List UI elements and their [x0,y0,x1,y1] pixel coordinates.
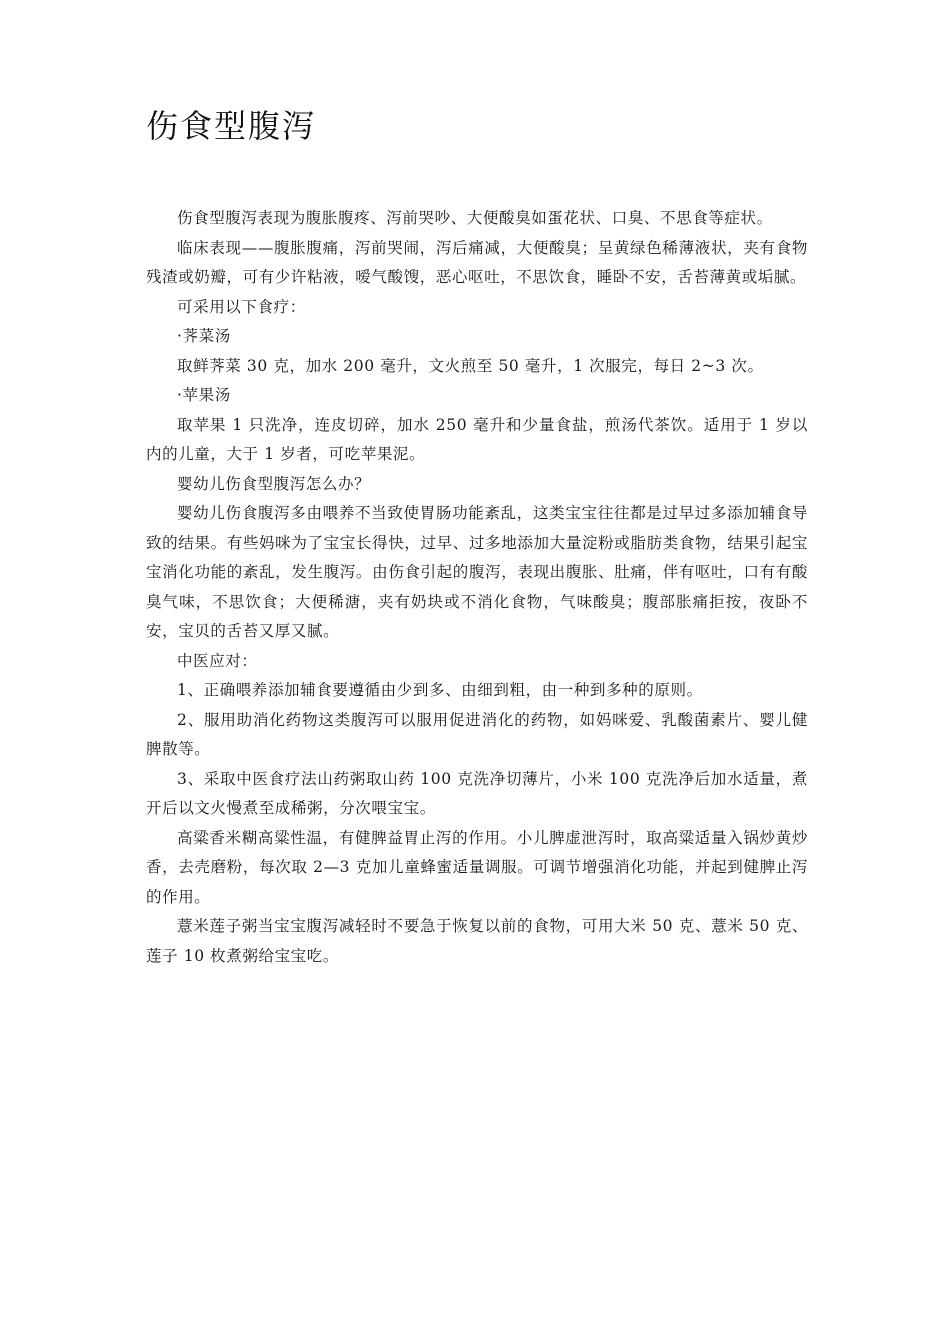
paragraph-clinical: 临床表现——腹胀腹痛，泻前哭闹，泻后痛减，大便酸臭；呈黄绿色稀薄液状，夹有食物残渣或奶瓣，可有少许粘液，嗳气酸馊，恶心呕吐，不思饮食，睡卧不安，舌苔薄黄或垢腻。 [146,238,808,286]
paragraph-diet-heading: 可采用以下食疗： [177,297,306,316]
paragraph-recipe-1-body: 取鲜荠菜 30 克，加水 200 毫升，文火煎至 50 毫升，1 次服完，每日 2~3 次。 [177,356,764,375]
paragraph-tcm-item-2: 2、服用助消化药物这类腹泻可以服用促进消化的药物，如妈咪爱、乳酸菌素片、婴儿健脾散等。 [146,710,808,758]
paragraph-recipe-2-body: 取苹果 1 只洗净，连皮切碎，加水 250 毫升和少量食盐，煎汤代茶饮。适用于 1 岁以内的儿童，大于 1 岁者，可吃苹果泥。 [146,415,808,463]
paragraph-infant-question: 婴幼儿伤食型腹泻怎么办？ [177,474,371,493]
paragraph-infant-body: 婴幼儿伤食腹泻多由喂养不当致使胃肠功能紊乱，这类宝宝往往都是过早过多添加辅食导致的结果。有些妈咪为了宝宝长得快，过早、过多地添加大量淀粉或脂肪类食物，结果引起宝宝消化功能的紊乱，发生腹泻。由伤食引起的腹泻，表现出腹胀、肚痛，伴有呕吐，口有有酸臭气味，不思饮食；大便稀溏，夹有奶块或不消化食物，气味酸臭；腹部胀痛拒按，夜卧不安，宝贝的舌苔又厚又腻。 [146,504,808,640]
paragraph-tcm-item-3: 3、采取中医食疗法山药粥取山药 100 克洗净切薄片，小米 100 克洗净后加水适量，煮开后以文火慢煮至成稀粥，分次喂宝宝。 [146,769,808,817]
paragraph-intro: 伤食型腹泻表现为腹胀腹疼、泻前哭吵、大便酸臭如蛋花状、口臭、不思食等症状。 [177,209,773,227]
paragraph-coix-lotus: 薏米莲子粥当宝宝腹泻减轻时不要急于恢复以前的食物，可用大米 50 克、薏米 50 克、莲子 10 枚煮粥给宝宝吃。 [146,917,808,965]
document-title: 伤食型腹泻 [146,107,317,145]
document-body [146,204,808,971]
paragraph-sorghum: 高粱香米糊高粱性温，有健脾益胃止泻的作用。小儿脾虚泄泻时，取高粱适量入锅炒黄炒香，去壳磨粉，每次取 2—3 克加儿童蜂蜜适量调服。可调节增强消化功能，并起到健脾止泻的作用。 [146,828,808,906]
paragraph-tcm-heading: 中医应对： [177,651,258,670]
paragraph-recipe-1-title: ·荠菜汤 [177,327,231,345]
paragraph-recipe-2-title: ·苹果汤 [177,386,231,404]
paragraph-tcm-item-1: 1、正确喂养添加辅食要遵循由少到多、由细到粗，由一种到多种的原则。 [177,681,703,699]
